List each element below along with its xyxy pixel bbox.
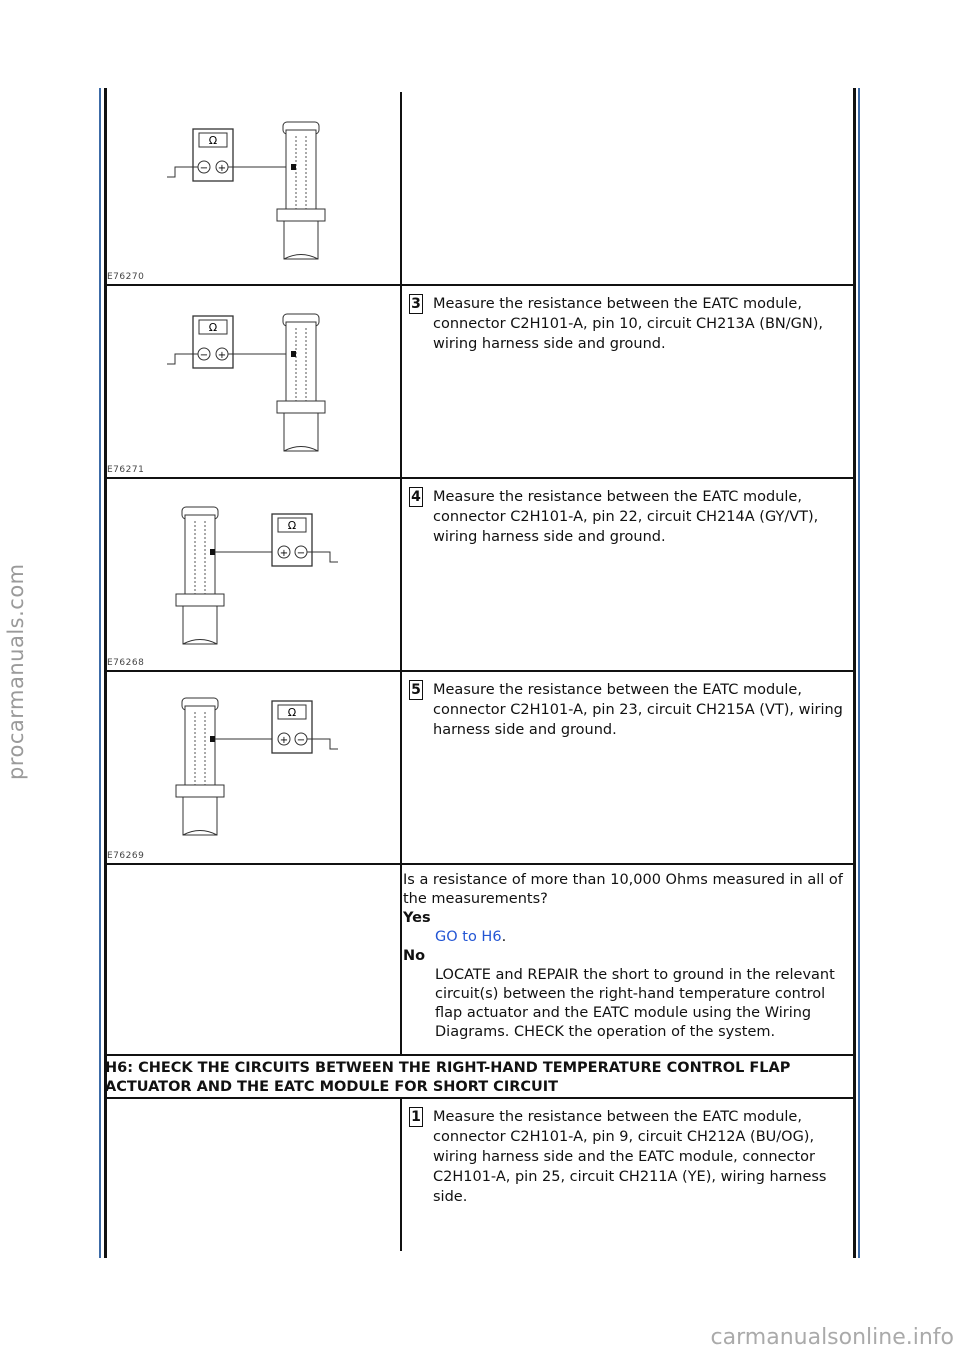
table-row — [105, 479, 854, 670]
meter-connector-diagram — [105, 479, 400, 670]
step-text: Measure the resistance between the EATC module, connector C2H101-A, pin 22, circuit CH214A (GY/VT), wiring harness side and ground. — [433, 489, 819, 545]
step-number: 3 — [409, 294, 423, 314]
table-row — [105, 865, 854, 1054]
step-number: 5 — [409, 680, 423, 700]
meter-connector-diagram — [105, 92, 400, 284]
question-text: Is a resistance of more than 10,000 Ohms measured in all of the measurements? — [403, 872, 843, 907]
svg-text:+: + — [217, 163, 227, 174]
step-number: 4 — [409, 487, 423, 507]
svg-text:−: − — [199, 163, 209, 174]
figure-cell — [105, 672, 400, 863]
step-text: Measure the resistance between the EATC module, connector C2H101-A, pin 10, circuit CH213A (BN/GN), wiring harness side and ground. — [433, 296, 823, 352]
step-text: Measure the resistance between the EATC module, connector C2H101-A, pin 23, circuit CH215A (VT), wiring harness side and ground. — [433, 682, 843, 738]
svg-text:+: + — [279, 735, 289, 746]
svg-text:−: − — [296, 548, 306, 559]
step-text: Measure the resistance between the EATC module, connector C2H101-A, pin 9, circuit CH212A (BU/OG), wiring harness side and the EATC module, connector C2H101-A, pin 25, circuit CH211A (YE), wiring harness side. — [433, 1109, 827, 1205]
bottom-watermark: carmanualsonline.info — [710, 1325, 954, 1350]
section-heading: H6: CHECK THE CIRCUITS BETWEEN THE RIGHT-HAND TEMPERATURE CONTROL FLAP ACTUATOR AND THE EATC MODULE FOR SHORT CIRCUIT — [105, 1060, 791, 1095]
svg-text:+: + — [217, 350, 227, 361]
no-label: No — [403, 948, 426, 964]
svg-text:−: − — [199, 350, 209, 361]
figure-cell — [105, 92, 400, 284]
figure-label: E76269 — [107, 851, 145, 861]
figure-cell — [105, 286, 400, 477]
figure-label: E76268 — [107, 658, 145, 668]
svg-text:Ω: Ω — [287, 706, 297, 719]
svg-text:Ω: Ω — [208, 321, 218, 334]
side-watermark: procarmanuals.com — [4, 563, 28, 780]
table-row — [105, 672, 854, 863]
figure-label: E76270 — [107, 272, 145, 282]
meter-connector-diagram — [105, 286, 400, 477]
row-separator — [105, 1054, 854, 1056]
svg-text:+: + — [279, 548, 289, 559]
svg-text:Ω: Ω — [287, 519, 297, 532]
yes-suffix: . — [501, 929, 507, 945]
figure-label: E76271 — [107, 465, 145, 475]
yes-answer — [403, 928, 853, 947]
yes-label: Yes — [403, 910, 431, 926]
figure-cell — [105, 479, 400, 670]
go-to-h6-link[interactable]: GO to H6 — [435, 929, 502, 945]
svg-text:−: − — [296, 735, 306, 746]
table-row — [105, 1099, 854, 1251]
question-block — [403, 871, 853, 1042]
right-blue-rule — [858, 88, 860, 1258]
step-number: 1 — [409, 1107, 423, 1127]
meter-connector-diagram — [105, 672, 400, 863]
left-blue-rule — [99, 88, 101, 1258]
table-row — [105, 92, 854, 284]
svg-text:Ω: Ω — [208, 134, 218, 147]
no-answer: LOCATE and REPAIR the short to ground in the relevant circuit(s) between the right-hand temperature control flap actuator and the EATC module using the Wiring Diagrams. CHECK the operation of the system. — [435, 967, 835, 1040]
table-row — [105, 286, 854, 477]
